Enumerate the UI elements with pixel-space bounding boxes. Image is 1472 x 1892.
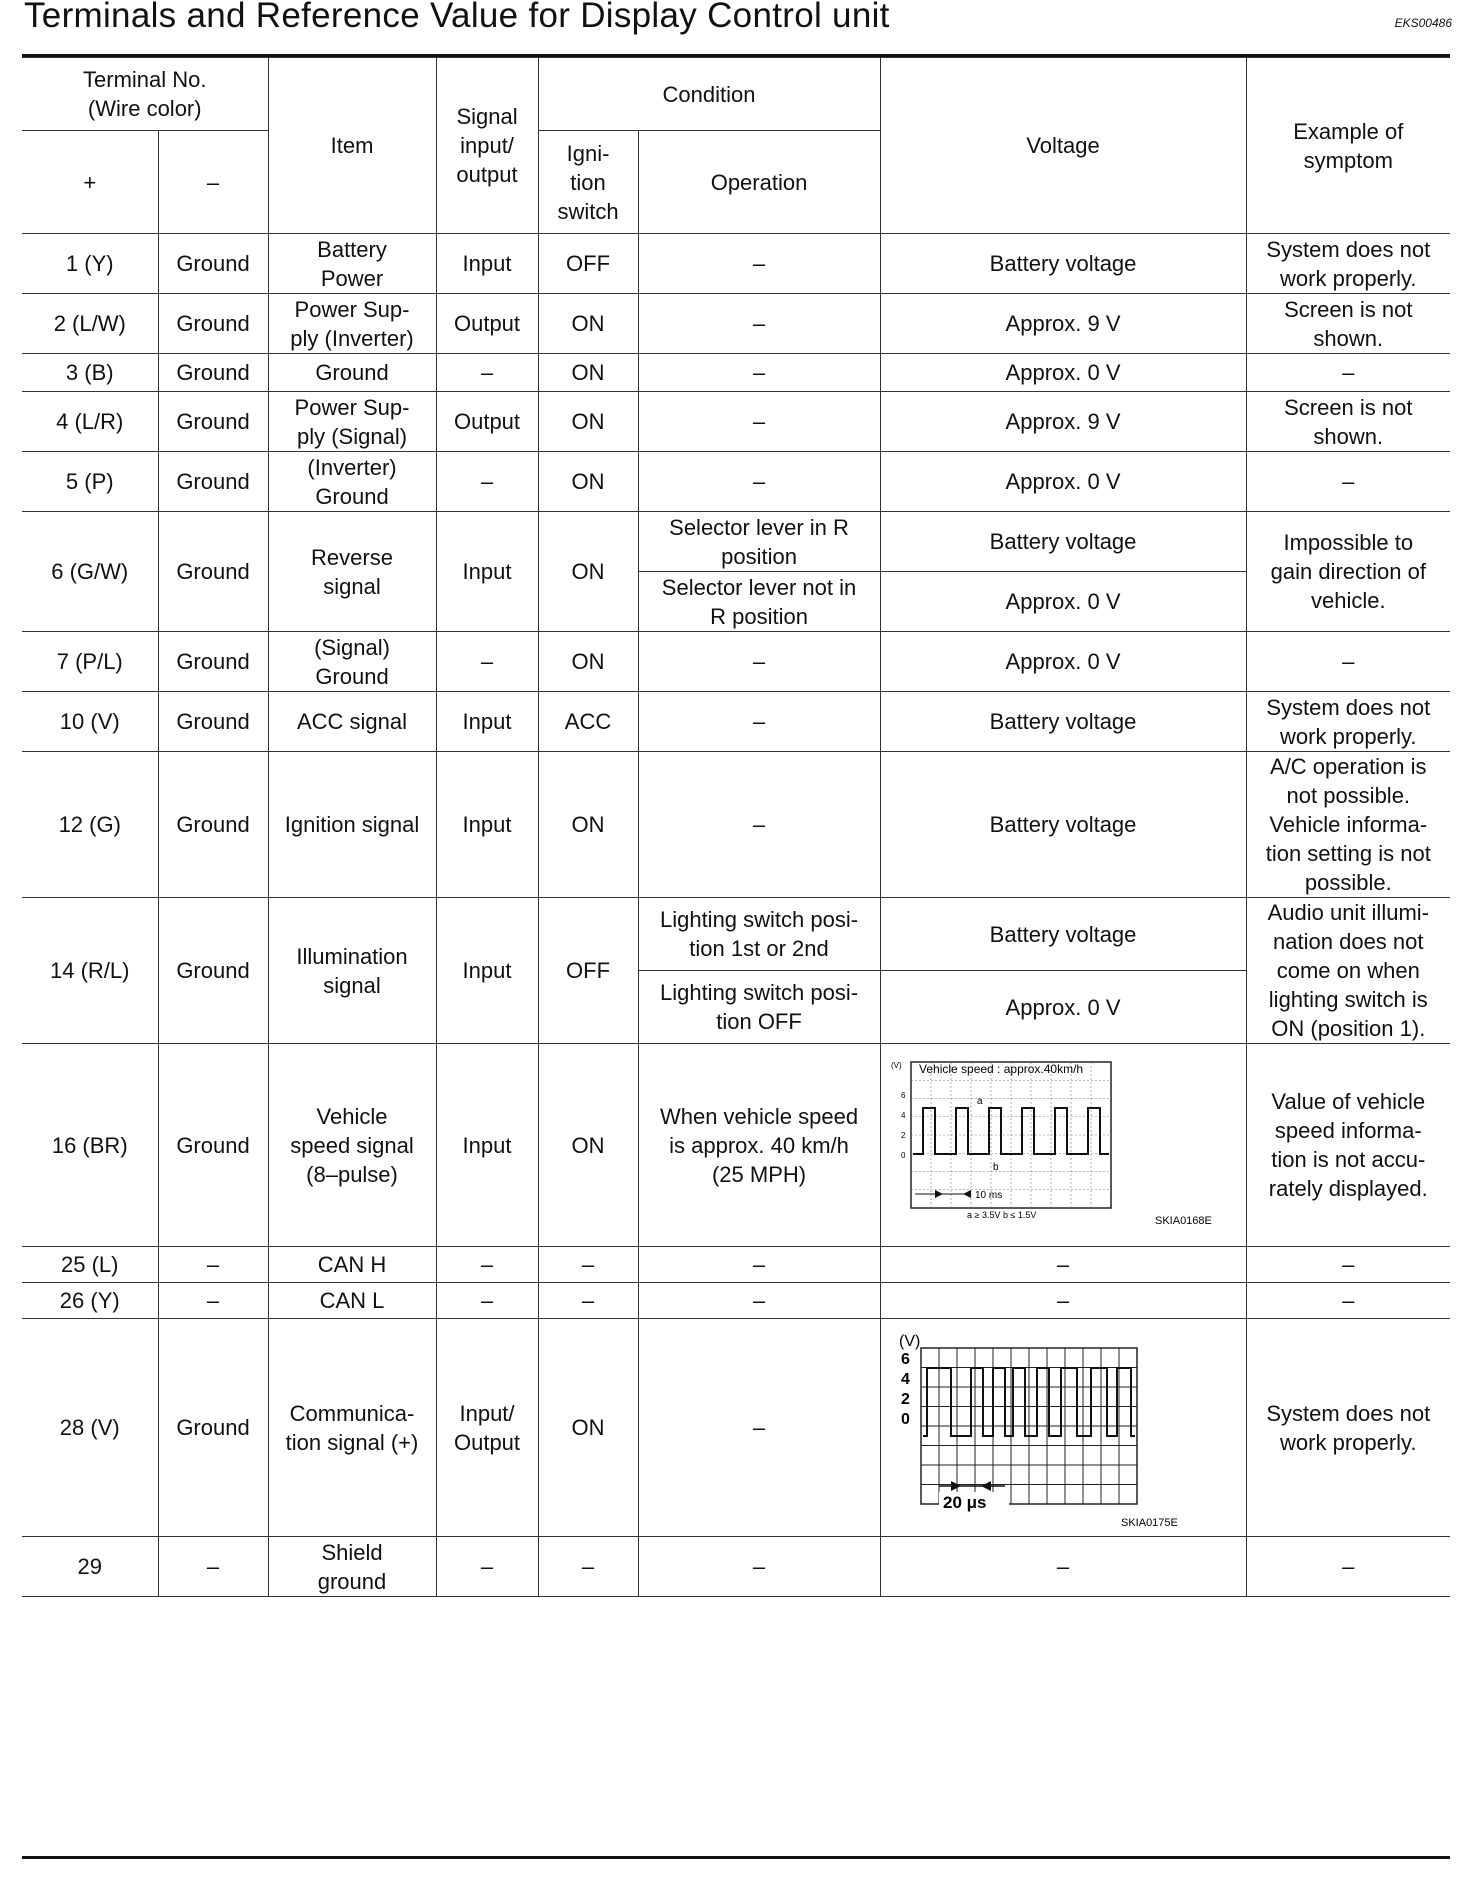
negative-cell: – <box>158 1537 268 1597</box>
symptom-cell: – <box>1246 452 1450 512</box>
ignition-cell: ON <box>538 632 638 692</box>
header-voltage: Voltage <box>880 58 1246 234</box>
negative-cell: Ground <box>158 452 268 512</box>
terminal-cell: 3 (B) <box>22 354 158 392</box>
signal-io-cell: – <box>436 1537 538 1597</box>
scope1-label-b: b <box>992 1162 999 1173</box>
negative-cell: Ground <box>158 354 268 392</box>
operation-cell: – <box>638 632 880 692</box>
ignition-cell: – <box>538 1537 638 1597</box>
item-cell: Ground <box>268 354 436 392</box>
operation-cell: – <box>638 354 880 392</box>
table-row <box>22 392 1450 452</box>
table-row <box>22 692 1450 752</box>
scope1-tick-label: 0 <box>900 1151 905 1160</box>
header-terminal: Terminal No. (Wire color) <box>22 58 268 131</box>
scope2-tick-label: 2 <box>900 1390 910 1408</box>
ignition-cell: ON <box>538 1319 638 1537</box>
terminal-cell: 16 (BR) <box>22 1044 158 1247</box>
ignition-cell: ACC <box>538 692 638 752</box>
vehicle-speed-waveform <box>890 1050 1212 1240</box>
negative-cell: Ground <box>158 1319 268 1537</box>
voltage-cell: Approx. 0 V <box>880 971 1246 1044</box>
ignition-cell: ON <box>538 354 638 392</box>
voltage-cell: Approx. 0 V <box>880 632 1246 692</box>
page-title: Terminals and Reference Value for Display Control unit <box>24 0 890 35</box>
voltage-cell: Approx. 9 V <box>880 392 1246 452</box>
terminal-cell: 4 (L/R) <box>22 392 158 452</box>
voltage-cell: Approx. 0 V <box>880 354 1246 392</box>
item-cell: Illumination signal <box>268 898 436 1044</box>
ignition-cell: OFF <box>538 234 638 294</box>
table-row <box>22 234 1450 294</box>
scope1-tick-label: 4 <box>900 1111 905 1120</box>
header-condition: Condition <box>538 58 880 131</box>
ignition-cell: – <box>538 1247 638 1283</box>
symptom-cell: – <box>1246 1247 1450 1283</box>
item-cell: Power Sup- ply (Signal) <box>268 392 436 452</box>
table-row <box>22 294 1450 354</box>
terminal-cell: 10 (V) <box>22 692 158 752</box>
voltage-cell: – <box>880 1537 1246 1597</box>
header-symptom: Example of symptom <box>1246 58 1450 234</box>
signal-io-cell: – <box>436 354 538 392</box>
item-cell: Power Sup- ply (Inverter) <box>268 294 436 354</box>
item-cell: Reverse signal <box>268 512 436 632</box>
operation-cell: – <box>638 452 880 512</box>
ignition-cell: ON <box>538 1044 638 1247</box>
scope1-unit: (V) <box>890 1061 902 1070</box>
operation-cell: – <box>638 392 880 452</box>
table-row <box>22 1319 1450 1537</box>
symptom-cell: Screen is not shown. <box>1246 294 1450 354</box>
operation-cell: – <box>638 1247 880 1283</box>
voltage-cell: Battery voltage <box>880 512 1246 572</box>
header-minus: – <box>158 131 268 234</box>
table-row <box>22 898 1450 971</box>
voltage-cell <box>880 1044 1246 1247</box>
operation-cell: – <box>638 1537 880 1597</box>
bottom-rule <box>22 1856 1450 1859</box>
symptom-cell: Impossible to gain direction of vehicle. <box>1246 512 1450 632</box>
scope2-tick-label: 0 <box>900 1410 910 1428</box>
symptom-cell: – <box>1246 1537 1450 1597</box>
symptom-cell: A/C operation is not possible. Vehicle informa- tion setting is not possible. <box>1246 752 1450 898</box>
operation-cell: – <box>638 234 880 294</box>
terminal-cell: 2 (L/W) <box>22 294 158 354</box>
table-row <box>22 1044 1450 1247</box>
terminal-cell: 1 (Y) <box>22 234 158 294</box>
table-row <box>22 512 1450 572</box>
terminal-cell: 29 <box>22 1537 158 1597</box>
scope2-tick-label: 6 <box>900 1350 910 1368</box>
signal-io-cell: Input <box>436 1044 538 1247</box>
item-cell: CAN H <box>268 1247 436 1283</box>
terminal-cell: 14 (R/L) <box>22 898 158 1044</box>
scope2-unit: (V) <box>898 1332 920 1350</box>
negative-cell: Ground <box>158 632 268 692</box>
symptom-cell: – <box>1246 632 1450 692</box>
terminal-table <box>22 57 1450 1597</box>
voltage-cell: Approx. 0 V <box>880 452 1246 512</box>
voltage-cell: – <box>880 1283 1246 1319</box>
terminal-cell: 25 (L) <box>22 1247 158 1283</box>
signal-io-cell: Input <box>436 234 538 294</box>
item-cell: Battery Power <box>268 234 436 294</box>
scope2-time-div: 20 μs <box>942 1492 987 1512</box>
ignition-cell: ON <box>538 512 638 632</box>
header-signal: Signal input/ output <box>436 58 538 234</box>
header-operation: Operation <box>638 131 880 234</box>
item-cell: Vehicle speed signal (8–pulse) <box>268 1044 436 1247</box>
terminal-cell: 7 (P/L) <box>22 632 158 692</box>
symptom-cell: System does not work properly. <box>1246 234 1450 294</box>
scope1-tick-label: 6 <box>900 1091 905 1100</box>
scope2-tick-label: 4 <box>900 1370 910 1388</box>
symptom-cell: – <box>1246 354 1450 392</box>
symptom-cell: System does not work properly. <box>1246 692 1450 752</box>
scope1-tick-label: 2 <box>900 1131 905 1140</box>
scope1-figure-code: SKIA0168E <box>1154 1215 1212 1227</box>
terminal-cell: 26 (Y) <box>22 1283 158 1319</box>
ignition-cell: ON <box>538 392 638 452</box>
header-item: Item <box>268 58 436 234</box>
terminal-cell: 6 (G/W) <box>22 512 158 632</box>
table-row <box>22 452 1450 512</box>
scope1-caption: Vehicle speed : approx.40km/h <box>918 1062 1083 1076</box>
terminal-cell: 28 (V) <box>22 1319 158 1537</box>
item-cell: Communica- tion signal (+) <box>268 1319 436 1537</box>
negative-cell: Ground <box>158 752 268 898</box>
table-row <box>22 1537 1450 1597</box>
item-cell: (Inverter) Ground <box>268 452 436 512</box>
signal-io-cell: – <box>436 452 538 512</box>
item-cell: ACC signal <box>268 692 436 752</box>
voltage-cell: – <box>880 1247 1246 1283</box>
item-cell: Shield ground <box>268 1537 436 1597</box>
negative-cell: Ground <box>158 1044 268 1247</box>
voltage-cell: Battery voltage <box>880 752 1246 898</box>
symptom-cell: – <box>1246 1283 1450 1319</box>
operation-cell: Lighting switch posi- tion 1st or 2nd <box>638 898 880 971</box>
operation-cell: – <box>638 1319 880 1537</box>
signal-io-cell: Output <box>436 294 538 354</box>
signal-io-cell: Output <box>436 392 538 452</box>
negative-cell: Ground <box>158 512 268 632</box>
signal-io-cell: – <box>436 1247 538 1283</box>
voltage-cell: Battery voltage <box>880 898 1246 971</box>
operation-cell: When vehicle speed is approx. 40 km/h (25 MPH) <box>638 1044 880 1247</box>
ignition-cell: OFF <box>538 898 638 1044</box>
voltage-cell <box>880 1319 1246 1537</box>
item-cell: Ignition signal <box>268 752 436 898</box>
signal-io-cell: – <box>436 632 538 692</box>
ignition-cell: ON <box>538 294 638 354</box>
header-ignition: Igni- tion switch <box>538 131 638 234</box>
terminal-cell: 5 (P) <box>22 452 158 512</box>
signal-io-cell: Input <box>436 692 538 752</box>
document-code: EKS00486 <box>1394 16 1452 30</box>
negative-cell: – <box>158 1247 268 1283</box>
signal-io-cell: Input/ Output <box>436 1319 538 1537</box>
table-row <box>22 1283 1450 1319</box>
negative-cell: Ground <box>158 294 268 354</box>
terminal-cell: 12 (G) <box>22 752 158 898</box>
operation-cell: – <box>638 752 880 898</box>
voltage-cell: Approx. 9 V <box>880 294 1246 354</box>
negative-cell: Ground <box>158 692 268 752</box>
operation-cell: Selector lever in R position <box>638 512 880 572</box>
table-row <box>22 752 1450 898</box>
signal-io-cell: Input <box>436 898 538 1044</box>
negative-cell: Ground <box>158 392 268 452</box>
operation-cell: – <box>638 692 880 752</box>
symptom-cell: System does not work properly. <box>1246 1319 1450 1537</box>
header-plus: + <box>22 131 158 234</box>
table-row <box>22 632 1450 692</box>
voltage-cell: Approx. 0 V <box>880 572 1246 632</box>
symptom-cell: Audio unit illumi- nation does not come on when lighting switch is ON (position 1). <box>1246 898 1450 1044</box>
scope1-label-a: a <box>976 1096 983 1107</box>
signal-io-cell: – <box>436 1283 538 1319</box>
ignition-cell: ON <box>538 452 638 512</box>
operation-cell: – <box>638 1283 880 1319</box>
signal-io-cell: Input <box>436 512 538 632</box>
negative-cell: Ground <box>158 898 268 1044</box>
ignition-cell: – <box>538 1283 638 1319</box>
communication-signal-waveform <box>891 1328 1191 1528</box>
table-row <box>22 1247 1450 1283</box>
symptom-cell: Screen is not shown. <box>1246 392 1450 452</box>
item-cell: (Signal) Ground <box>268 632 436 692</box>
scope1-time-div: 10 ms <box>974 1190 1002 1201</box>
negative-cell: – <box>158 1283 268 1319</box>
voltage-cell: Battery voltage <box>880 692 1246 752</box>
table-row <box>22 354 1450 392</box>
ignition-cell: ON <box>538 752 638 898</box>
voltage-cell: Battery voltage <box>880 234 1246 294</box>
scope1-threshold-note: a ≥ 3.5V b ≤ 1.5V <box>966 1210 1036 1220</box>
operation-cell: Lighting switch posi- tion OFF <box>638 971 880 1044</box>
item-cell: CAN L <box>268 1283 436 1319</box>
signal-io-cell: Input <box>436 752 538 898</box>
scope2-figure-code: SKIA0175E <box>1120 1516 1178 1529</box>
operation-cell: Selector lever not in R position <box>638 572 880 632</box>
operation-cell: – <box>638 294 880 354</box>
symptom-cell: Value of vehicle speed informa- tion is not accu- rately displayed. <box>1246 1044 1450 1247</box>
negative-cell: Ground <box>158 234 268 294</box>
